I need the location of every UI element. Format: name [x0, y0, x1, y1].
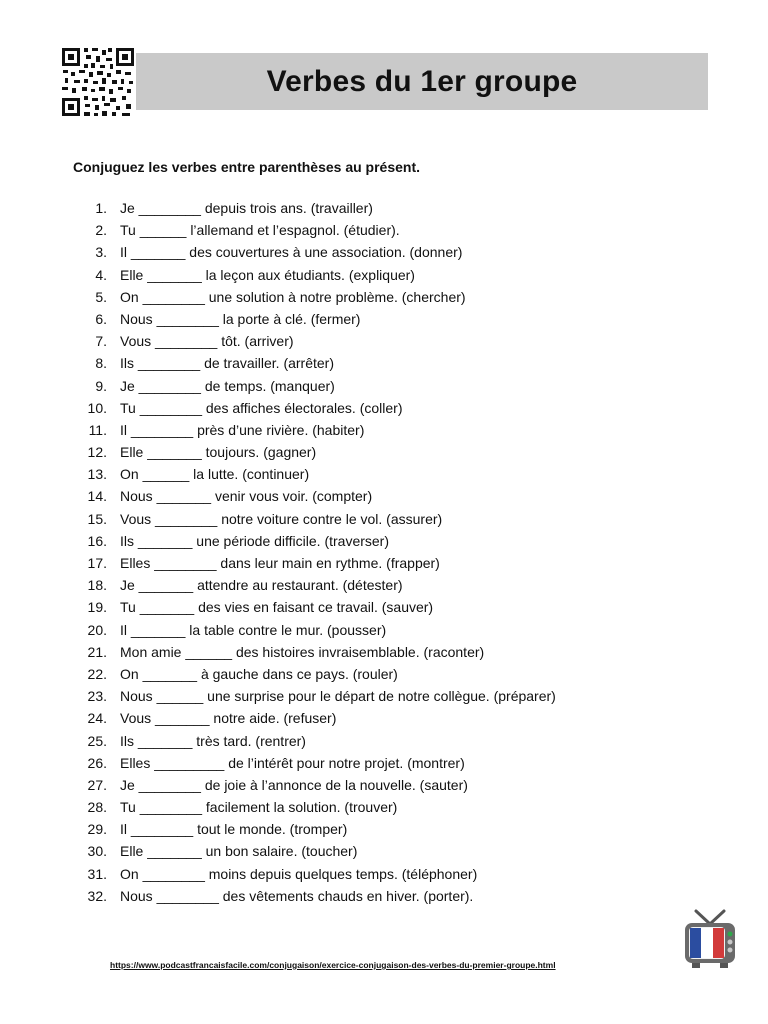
exercise-text: Vous ________ tôt. (arriver) — [120, 333, 294, 350]
exercise-number: 25. — [87, 732, 107, 749]
exercise-item — [80, 641, 556, 663]
exercise-text: Nous _______ venir vous voir. (compter) — [120, 488, 373, 505]
exercise-text: On ________ une solution à notre problème. (chercher) — [120, 288, 466, 305]
exercise-item — [80, 197, 556, 219]
podcast-logo-icon — [682, 908, 738, 970]
exercise-item — [80, 419, 556, 441]
exercise-item — [80, 397, 556, 419]
exercise-number: 4. — [95, 266, 107, 283]
exercise-number: 19. — [87, 599, 107, 616]
exercise-text: Tu ________ facilement la solution. (trouver) — [120, 799, 398, 816]
exercise-item — [80, 286, 556, 308]
exercise-item — [80, 463, 556, 485]
qr-code-icon — [60, 46, 136, 118]
exercise-text: On _______ à gauche dans ce pays. (rouler) — [120, 665, 398, 682]
exercise-number: 28. — [87, 799, 107, 816]
exercise-text: Vous ________ notre voiture contre le vol. (assurer) — [120, 510, 443, 527]
exercise-number: 6. — [95, 310, 107, 327]
exercise-item — [80, 375, 556, 397]
exercise-number: 32. — [87, 887, 107, 904]
exercise-number: 30. — [87, 843, 107, 860]
exercise-item — [80, 241, 556, 263]
exercise-text: Elles ________ dans leur main en rythme. (frapper) — [120, 555, 440, 571]
exercise-number: 7. — [95, 333, 107, 350]
exercise-text: Il ________ près d’une rivière. (habiter) — [120, 421, 365, 438]
exercise-item — [80, 752, 556, 774]
exercise-number: 3. — [95, 244, 107, 261]
exercise-item — [80, 818, 556, 840]
exercise-text: Je _______ attendre au restaurant. (détester) — [120, 577, 403, 594]
exercise-text: Elle _______ toujours. (gagner) — [120, 444, 317, 461]
exercise-text: Nous ________ des vêtements chauds en hiver. (porter). — [120, 887, 474, 904]
exercise-item — [80, 508, 556, 530]
exercise-item — [80, 685, 556, 707]
exercise-text: Je ________ depuis trois ans. (travailler) — [120, 200, 373, 216]
exercise-item — [80, 730, 556, 752]
exercise-item — [80, 308, 556, 330]
exercise-number: 15. — [87, 510, 107, 527]
exercise-item — [80, 796, 556, 818]
exercise-text: Il _______ des couvertures à une association. (donner) — [120, 244, 463, 261]
exercise-item — [80, 863, 556, 885]
exercise-text: Vous _______ notre aide. (refuser) — [120, 710, 337, 727]
exercise-item — [80, 596, 556, 618]
exercise-item — [80, 619, 556, 641]
exercise-number: 20. — [87, 621, 107, 638]
exercise-text: Nous ________ la porte à clé. (fermer) — [120, 310, 361, 327]
exercise-number: 5. — [95, 288, 107, 305]
exercise-number: 10. — [87, 399, 107, 416]
exercise-text: Il ________ tout le monde. (tromper) — [120, 821, 348, 838]
exercise-text: Tu _______ des vies en faisant ce travail. (sauver) — [120, 599, 434, 616]
exercise-number: 1. — [95, 200, 107, 216]
source-url-link[interactable]: https://www.podcastfrancaisfacile.com/conjugaison/exercice-conjugaison-des-verbes-du-premier-groupe.html — [110, 960, 556, 970]
exercise-item — [80, 663, 556, 685]
exercise-number: 31. — [87, 865, 107, 882]
exercise-number: 11. — [88, 421, 107, 438]
exercise-text: Ils _______ très tard. (rentrer) — [120, 732, 306, 749]
exercise-text: Mon amie ______ des histoires invraisemblable. (raconter) — [120, 643, 485, 660]
exercise-item — [80, 552, 556, 574]
page-title: Verbes du 1er groupe — [266, 64, 578, 98]
exercise-item — [80, 441, 556, 463]
exercise-list — [80, 197, 556, 907]
exercise-number: 16. — [87, 532, 107, 549]
exercise-text: Tu ______ l’allemand et l’espagnol. (étudier). — [120, 222, 400, 239]
exercise-item — [80, 352, 556, 374]
exercise-number: 14. — [87, 488, 107, 505]
exercise-item — [80, 707, 556, 729]
exercise-item — [80, 530, 556, 552]
exercise-number: 29. — [87, 821, 107, 838]
exercise-number: 2. — [95, 222, 107, 239]
exercise-instruction: Conjuguez les verbes entre parenthèses au présent. — [73, 159, 421, 175]
exercise-text: Elle _______ un bon salaire. (toucher) — [120, 843, 358, 860]
exercise-number: 23. — [87, 688, 107, 705]
exercise-text: Ils _______ une période difficile. (traverser) — [120, 532, 390, 549]
exercise-number: 17. — [87, 555, 107, 571]
exercise-item — [80, 840, 556, 862]
exercise-text: Je ________ de temps. (manquer) — [120, 377, 335, 394]
exercise-item — [80, 885, 556, 907]
exercise-item — [80, 485, 556, 507]
exercise-item — [80, 330, 556, 352]
exercise-text: On ________ moins depuis quelques temps. (téléphoner) — [120, 865, 478, 882]
exercise-number: 27. — [87, 776, 107, 793]
exercise-number: 22. — [87, 665, 107, 682]
exercise-number: 12. — [87, 444, 107, 461]
exercise-text: Elles _________ de l’intérêt pour notre projet. (montrer) — [120, 754, 465, 771]
exercise-number: 13. — [87, 466, 107, 483]
exercise-item — [80, 574, 556, 596]
exercise-text: On ______ la lutte. (continuer) — [120, 466, 310, 483]
exercise-number: 21. — [87, 643, 107, 660]
exercise-text: Nous ______ une surprise pour le départ de notre collègue. (préparer) — [120, 688, 556, 705]
exercise-number: 9. — [95, 377, 107, 394]
exercise-number: 24. — [87, 710, 107, 727]
exercise-text: Ils ________ de travailler. (arrêter) — [120, 355, 334, 372]
exercise-item — [80, 219, 556, 241]
exercise-number: 26. — [87, 754, 107, 771]
exercise-item — [80, 264, 556, 286]
exercise-number: 18. — [87, 577, 107, 594]
exercise-text: Tu ________ des affiches électorales. (coller) — [120, 399, 403, 416]
exercise-text: Je ________ de joie à l’annonce de la nouvelle. (sauter) — [120, 776, 468, 793]
exercise-text: Elle _______ la leçon aux étudiants. (expliquer) — [120, 266, 415, 283]
exercise-item — [80, 774, 556, 796]
title-banner — [136, 53, 708, 110]
exercise-number: 8. — [95, 355, 107, 372]
exercise-text: Il _______ la table contre le mur. (pousser) — [120, 621, 387, 638]
